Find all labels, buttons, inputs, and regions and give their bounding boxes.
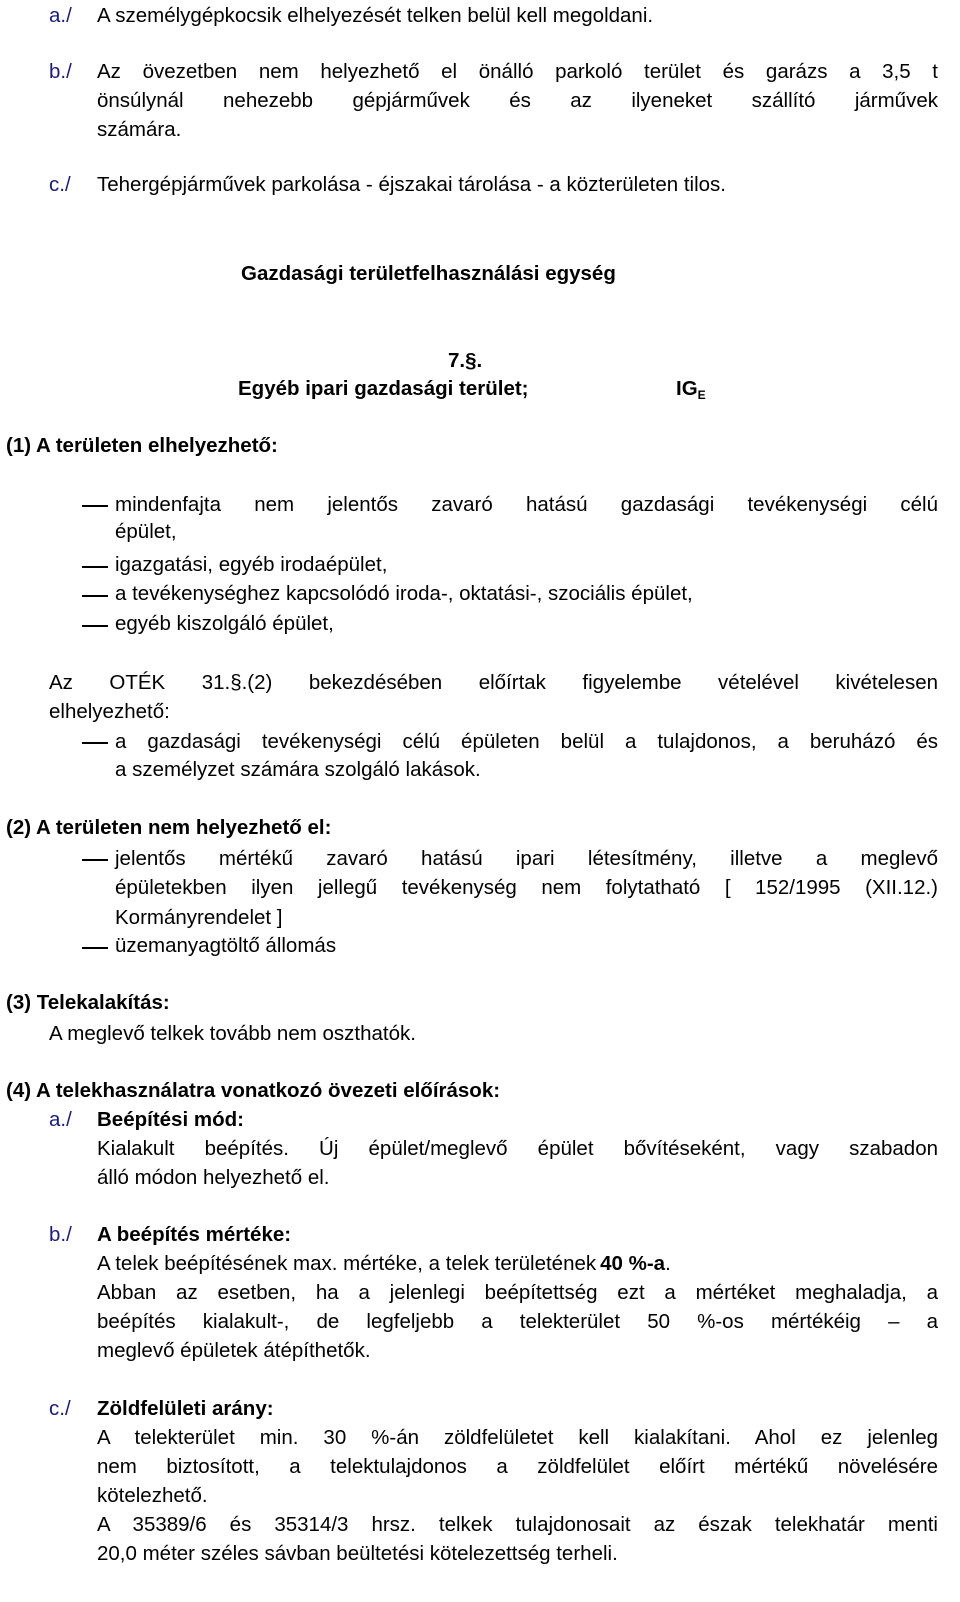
pre-a-label: a./ [49,4,72,27]
s4-b-label: b./ [49,1223,72,1246]
pre-b-line1: Az övezetben nem helyezhető el önálló parkoló terület és garázs a 3,5 t [97,60,938,83]
s3-text: A meglevő telkek tovább nem oszthatók. [49,1022,416,1045]
zone-code: IGE [676,377,706,402]
s4-heading: (4) A telekhasználatra vonatkozó övezeti előírások: [6,1079,501,1102]
s4-c-line3: kötelezhető. [97,1484,208,1507]
s2-line2: épületekben ilyen jellegű tevékenység nem folytatható [ 152/1995 (XII.12.) [115,876,938,899]
s3-heading: (3) Telekalakítás: [6,991,170,1014]
s1-bullet-4 [82,625,108,627]
pre-b-line2: önsúlynál nehezebb gépjárművek és az ilyeneket szállító járművek [97,89,938,112]
s1-otek-line1: Az OTÉK 31.§.(2) bekezdésében előírtak figyelembe vételével kivételesen [49,671,938,694]
s4-c-line1: A telekterület min. 30 %-án zöldfelületet kell kialakítani. Ahol ez jelenleg [97,1426,938,1449]
s1-item-4: egyéb kiszolgáló épület, [115,612,334,635]
s1-otek-line2: elhelyezhető: [49,700,170,723]
s4-b-line2: Abban az esetben, ha a jelenlegi beépítettség ezt a mértéket meghaladja, a [97,1281,938,1304]
s4-b-line3: beépítés kialakult-, de legfeljebb a telekterület 50 %-os mértékéig – a [97,1310,938,1333]
s4-c-line4: A 35389/6 és 35314/3 hrsz. telkek tulajdonosait az észak telekhatár menti [97,1513,938,1536]
s1-bullet-5 [82,742,108,744]
s1-item-1-cont: épület, [115,520,177,543]
s2-item-2: üzemanyagtöltő állomás [115,934,337,957]
s1-bullet-3 [82,595,108,597]
s2-heading: (2) A területen nem helyezhető el: [6,816,332,839]
s4-c-label: c./ [49,1397,71,1420]
s1-exc-line1: a gazdasági tevékenységi célú épületen belül a tulajdonos, a beruházó és [115,730,938,753]
s2-line1: jelentős mértékű zavaró hatású ipari létesítmény, illetve a meglevő [115,847,938,870]
pre-a-text: A személygépkocsik elhelyezését telken belül kell megoldani. [97,4,654,27]
s4-a-label: a./ [49,1108,72,1131]
zone-number: 7.§. [448,349,483,372]
s4-b-line4: meglevő épületek átépíthetők. [97,1339,371,1362]
s4-c-title: Zöldfelületi arány: [97,1397,274,1420]
s1-item-3: a tevékenységhez kapcsolódó iroda-, oktatási-, szociális épület, [115,582,693,605]
pre-c-text: Tehergépjárművek parkolása - éjszakai tárolása - a közterületen tilos. [97,173,726,196]
s2-bullet-2 [82,947,108,949]
s1-heading: (1) A területen elhelyezhető: [6,434,278,457]
pre-b-label: b./ [49,60,72,83]
s1-bullet-1 [82,505,108,507]
unit-title: Gazdasági területfelhasználási egység [241,262,616,285]
s2-line3: Kormányrendelet ] [115,906,283,929]
s4-b-line1: A telek beépítésének max. mértéke, a telek területének 40 %-a. [97,1252,671,1275]
s1-item-2: igazgatási, egyéb irodaépület, [115,553,388,576]
s2-bullet-1 [82,859,108,861]
s1-item-1: mindenfajta nem jelentős zavaró hatású gazdasági tevékenységi célú [115,493,938,516]
pre-b-line3: számára. [97,118,182,141]
s4-a-line1: Kialakult beépítés. Új épület/meglevő épület bővítéseként, vagy szabadon [97,1137,938,1160]
s1-exc-line2: a személyzet számára szolgáló lakások. [115,758,481,781]
pre-c-label: c./ [49,173,71,196]
s4-b-title: A beépítés mértéke: [97,1223,292,1246]
s4-a-title: Beépítési mód: [97,1108,244,1131]
s4-c-line2: nem biztosított, a telektulajdonos a zöldfelület előírt mértékű növelésére [97,1455,938,1478]
s4-c-line5: 20,0 méter széles sávban beültetési kötelezettség terheli. [97,1542,618,1565]
s1-bullet-2 [82,566,108,568]
zone-name: Egyéb ipari gazdasági terület; [238,377,529,400]
s4-a-line2: álló módon helyezhető el. [97,1166,330,1189]
